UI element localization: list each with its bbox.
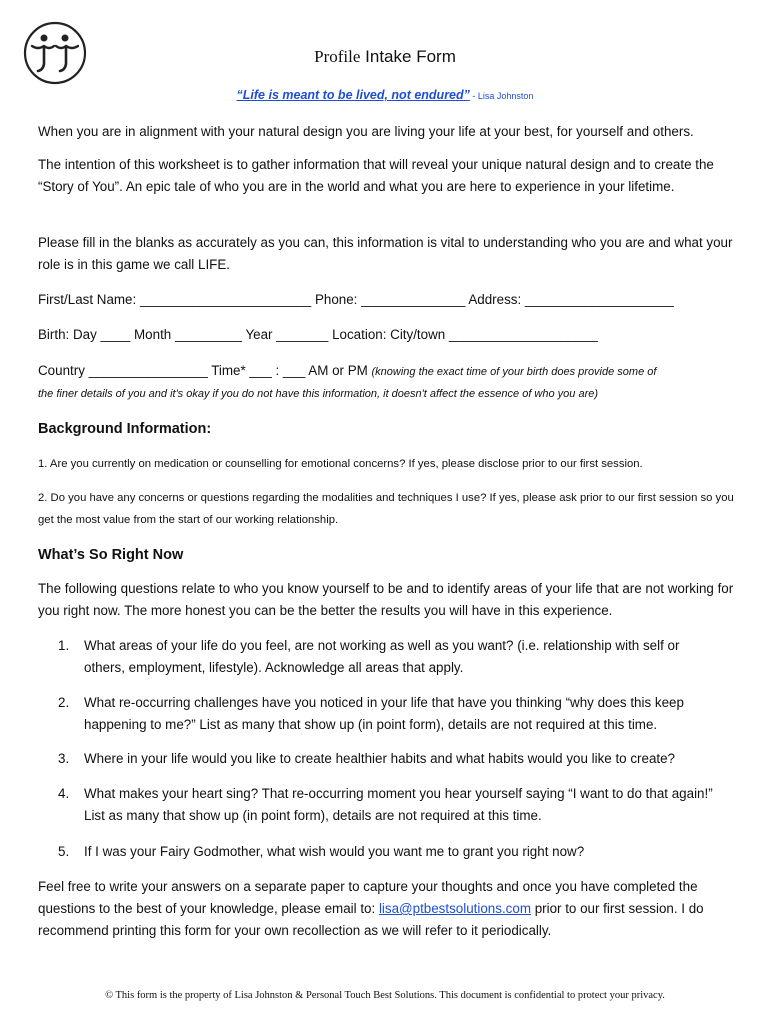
title-part1: Profile [314, 47, 361, 66]
right-now-intro: The following questions relate to who you know yourself to be and to identify areas of your life that are not working for you right now. The more honest you can be the better the results you will have in this experience. [38, 581, 734, 618]
quote-line [0, 88, 770, 102]
name-phone-address-field[interactable]: First/Last Name: _______________________ Phone: ______________ Address: ____________________ [38, 292, 674, 307]
birth-time-note-continued: the finer details of you and it's okay if you do not have this information, it doesn't affect the essence of who you are) [38, 388, 599, 400]
list-item-text: Where in your life would you like to create healthier habits and what habits would you like to create? [84, 751, 676, 766]
birth-time-note: (knowing the exact time of your birth does provide some of [371, 366, 657, 378]
closing-text-after: prior to our first session. I do recommend printing this form for your own recollection as we will refer to it periodically. [38, 901, 704, 938]
list-item [38, 748, 738, 770]
list-item-number: 1. [58, 638, 70, 653]
country-time-field[interactable] [38, 360, 656, 383]
list-item-text: What makes your heart sing? That re-occurring moment you hear yourself saying “I want to do that again!” List as many that show up (in point form), details are not required at this time. [84, 786, 713, 823]
page-title [0, 47, 770, 67]
closing-paragraph [38, 876, 738, 942]
email-link[interactable]: lisa@ptbestsolutions.com [378, 901, 531, 916]
list-item [38, 635, 738, 679]
background-question-2: 2. Do you have any concerns or questions regarding the modalities and techniques I use? If yes, please ask prior to our first session so you get the most value from the start of our working relationship. [38, 492, 734, 526]
intro-paragraph-3: Please fill in the blanks as accurately as you can, this information is vital to understanding who you are and what your role is in this game we call LIFE. [38, 235, 733, 272]
background-question-1: 1. Are you currently on medication or counselling for emotional concerns? If yes, please disclose prior to our first session. [38, 458, 643, 470]
intro-paragraph-1: When you are in alignment with your natural design you are living your life at your best, for yourself and others. [38, 124, 694, 139]
birth-location-field[interactable]: Birth: Day ____ Month _________ Year _______ Location: City/town ____________________ [38, 327, 598, 342]
background-heading: Background Information: [38, 421, 212, 437]
list-item-number: 2. [58, 695, 70, 710]
title-part2: Intake Form [365, 47, 456, 66]
footer-copyright: © This form is the property of Lisa Johnston & Personal Touch Best Solutions. This document is confidential to protect your privacy. [105, 990, 665, 1001]
list-item [38, 783, 738, 827]
intro-paragraph-2: The intention of this worksheet is to gather information that will reveal your unique natural design and to create the “Story of You”. An epic tale of who you are in the world and what you are here to experience in your lifetime. [38, 157, 714, 194]
list-item-number: 3. [58, 751, 70, 766]
list-item [38, 841, 738, 863]
quote-attribution: - Lisa Johnston [469, 91, 534, 101]
list-item-number: 5. [58, 844, 70, 859]
quote-text: “Life is meant to be lived, not endured” [236, 88, 470, 102]
country-time-text: Country ________________ Time* ___ : ___ AM or PM [38, 363, 372, 378]
closing-text-before: Feel free to write your answers on a separate paper to capture your thoughts and once you have completed the questions to the best of your knowledge, please email to: [38, 879, 698, 916]
right-now-heading: What’s So Right Now [38, 547, 184, 563]
list-item-text: If I was your Fairy Godmother, what wish would you want me to grant you right now? [84, 844, 585, 859]
list-item-text: What re-occurring challenges have you noticed in your life that have you thinking “why does this keep happening to me?” List as many that show up (in point form), details are not required at this time. [84, 695, 684, 732]
list-item [38, 692, 738, 736]
list-item-text: What areas of your life do you feel, are not working as well as you want? (i.e. relationship with self or others, employment, lifestyle). Acknowledge all areas that apply. [84, 638, 680, 675]
list-item-number: 4. [58, 786, 70, 801]
